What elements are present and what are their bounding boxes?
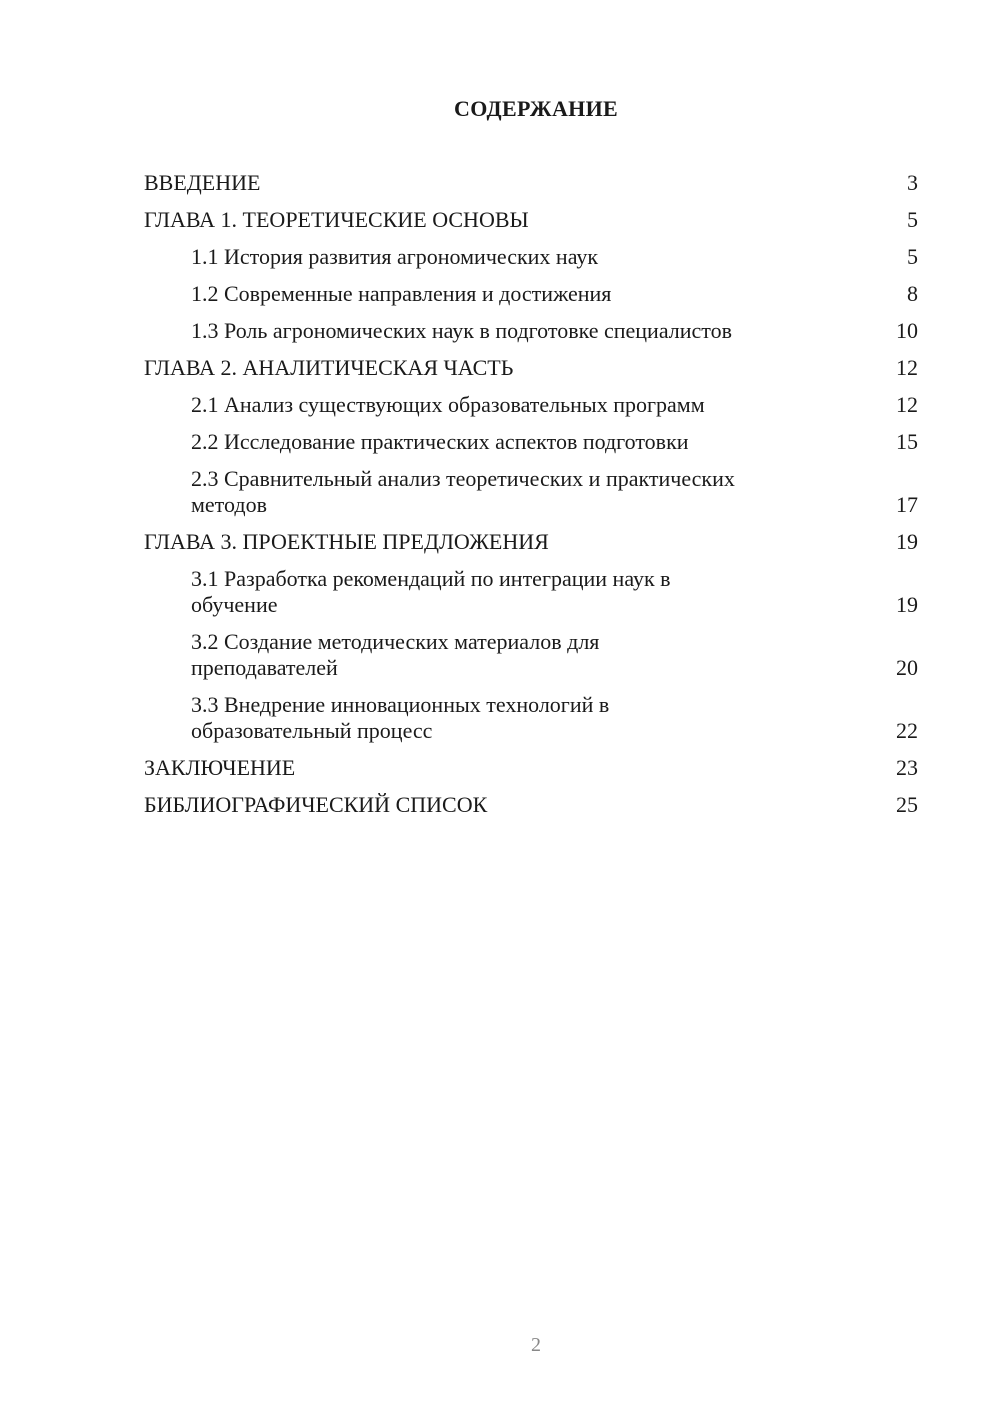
toc-entry-page: 10 bbox=[896, 318, 918, 343]
toc-entry-section-2-3 bbox=[144, 466, 918, 518]
toc-entry-label: 2.1 Анализ существующих образовательных программ bbox=[191, 392, 705, 417]
toc-entry-page: 12 bbox=[896, 355, 918, 380]
toc-entry-label: 1.2 Современные направления и достижения bbox=[191, 281, 612, 306]
toc-entry-label: ВВЕДЕНИЕ bbox=[144, 170, 261, 195]
toc-entry-introduction bbox=[144, 170, 918, 196]
toc-entry-section-2-2 bbox=[144, 429, 918, 455]
toc-entry-bibliography bbox=[144, 792, 918, 818]
toc-entry-chapter-1 bbox=[144, 207, 918, 233]
toc-entry-section-1-3 bbox=[144, 318, 918, 344]
toc-entry-section-1-1 bbox=[144, 244, 918, 270]
toc-entry-page: 15 bbox=[896, 429, 918, 454]
toc-entry-page: 19 bbox=[896, 592, 918, 617]
toc-entry-page: 22 bbox=[896, 718, 918, 743]
page-number: 2 bbox=[531, 1334, 541, 1356]
toc-entry-page: 12 bbox=[896, 392, 918, 417]
toc-entry-page: 20 bbox=[896, 655, 918, 680]
toc-entry-section-3-2 bbox=[144, 629, 918, 681]
toc-entry-label: 1.1 История развития агрономических наук bbox=[191, 244, 599, 269]
toc-entry-conclusion bbox=[144, 755, 918, 781]
toc-entry-label: 3.1 Разработка рекомендаций по интеграции наук в обучение bbox=[191, 566, 671, 617]
toc-entry-section-3-3 bbox=[144, 692, 918, 744]
toc-entry-label: БИБЛИОГРАФИЧЕСКИЙ СПИСОК bbox=[144, 792, 488, 817]
toc-entry-label: ГЛАВА 2. АНАЛИТИЧЕСКАЯ ЧАСТЬ bbox=[144, 355, 514, 380]
toc-entry-section-2-1 bbox=[144, 392, 918, 418]
toc-entry-page: 25 bbox=[896, 792, 918, 817]
table-of-contents bbox=[144, 170, 918, 829]
toc-entry-label: 3.3 Внедрение инновационных технологий в образовательный процесс bbox=[191, 692, 610, 743]
toc-entry-page: 23 bbox=[896, 755, 918, 780]
toc-entry-page: 17 bbox=[896, 492, 918, 517]
toc-entry-label: ЗАКЛЮЧЕНИЕ bbox=[144, 755, 296, 780]
toc-entry-page: 8 bbox=[907, 281, 918, 306]
toc-entry-section-1-2 bbox=[144, 281, 918, 307]
toc-entry-label: 1.3 Роль агрономических наук в подготовке специалистов bbox=[191, 318, 733, 343]
toc-entry-page: 3 bbox=[907, 170, 918, 195]
toc-entry-chapter-2 bbox=[144, 355, 918, 381]
toc-entry-label: ГЛАВА 1. ТЕОРЕТИЧЕСКИЕ ОСНОВЫ bbox=[144, 207, 529, 232]
toc-entry-page: 19 bbox=[896, 529, 918, 554]
toc-title: СОДЕРЖАНИЕ bbox=[454, 96, 618, 121]
toc-entry-page: 5 bbox=[907, 244, 918, 269]
toc-entry-label: 3.2 Создание методических материалов для преподавателей bbox=[191, 629, 600, 680]
toc-entry-section-3-1 bbox=[144, 566, 918, 618]
toc-entry-page: 5 bbox=[907, 207, 918, 232]
toc-entry-label: 2.2 Исследование практических аспектов подготовки bbox=[191, 429, 689, 454]
toc-entry-label: ГЛАВА 3. ПРОЕКТНЫЕ ПРЕДЛОЖЕНИЯ bbox=[144, 529, 549, 554]
toc-entry-label: 2.3 Сравнительный анализ теоретических и практических методов bbox=[191, 466, 735, 517]
toc-entry-chapter-3 bbox=[144, 529, 918, 555]
